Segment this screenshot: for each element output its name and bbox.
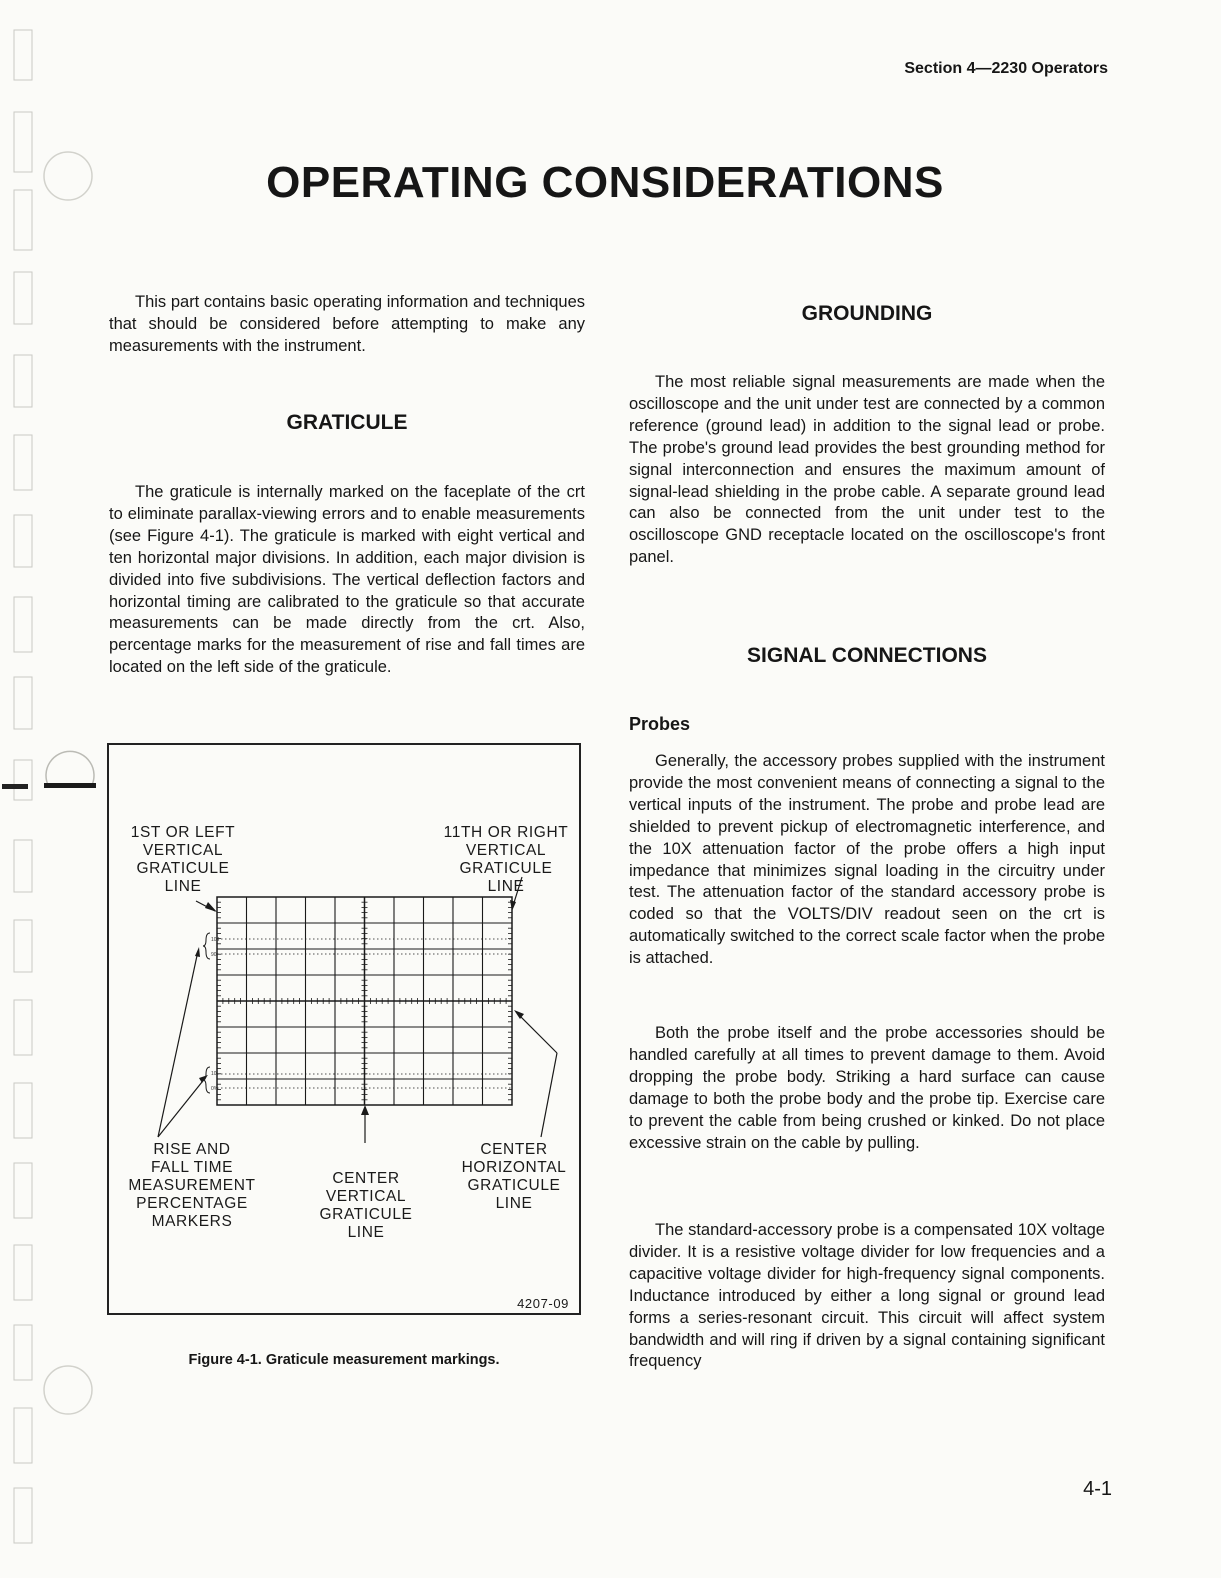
page-number: 4-1	[1083, 1478, 1112, 1500]
probes-paragraph-2: Both the probe itself and the probe accessories should be handled carefully at all times to prevent damage to them. Avoid dropping the probe body. Striking a hard surface can cause damage to both the probe body and the probe tip. Exercise care to prevent the cable from being crushed or kinked. Do not place excessive strain on the cable by pulling.	[629, 1024, 1105, 1152]
svg-text:LINE: LINE	[495, 1195, 533, 1212]
svg-text:GRATICULE: GRATICULE	[136, 860, 230, 877]
svg-text:VERTICAL: VERTICAL	[142, 842, 224, 859]
graticule-paragraph-container	[109, 482, 585, 679]
graticule-grid	[217, 897, 512, 1105]
marker-0: 0%	[211, 1086, 219, 1092]
svg-text:HORIZONTAL: HORIZONTAL	[461, 1159, 567, 1176]
signal-connections-heading: SIGNAL CONNECTIONS	[747, 644, 987, 667]
svg-text:VERTICAL: VERTICAL	[465, 842, 547, 859]
grounding-paragraph: The most reliable signal measurements are made when the oscilloscope and the unit under test are connected by a common reference (ground lead) in addition to the signal lead or probe. The probe's ground lead provides the best grounding method for signal interconnection and ensures the maximum amount of signal-lead shielding in the probe cable. A separate ground lead can also be connected from the unit under test to the oscilloscope GND receptacle located on the oscilloscope's front panel.	[629, 373, 1105, 567]
svg-text:CENTER: CENTER	[332, 1170, 400, 1187]
probes-paragraph-1-container	[629, 751, 1105, 970]
figure-code: 4207-09	[517, 1296, 569, 1311]
svg-text:GRATICULE: GRATICULE	[467, 1177, 561, 1194]
marker-90: 90	[211, 952, 217, 958]
label-right-vertical-line	[444, 824, 569, 895]
svg-text:VERTICAL: VERTICAL	[325, 1188, 407, 1205]
marker-100: 100	[211, 937, 220, 943]
svg-text:CENTER: CENTER	[480, 1141, 548, 1158]
probes-paragraph-2-container	[629, 1023, 1105, 1154]
label-left-vertical-line	[131, 824, 236, 895]
figure-graticule	[107, 743, 581, 1315]
probes-paragraph-1: Generally, the accessory probes supplied with the instrument provide the most convenient means of connecting a signal to the vertical inputs of the instrument. The probe and probe lead are shielded to prevent pickup of electromagnetic interference, and the 10X attenuation factor of the probe offers a high input impedance that minimizes signal loading in the circuitry under test. The attenuation factor of the standard accessory probe is coded so that the VOLTS/DIV readout seen on the crt is automatically switched to the correct scale factor when the probe is attached.	[629, 752, 1105, 968]
svg-text:LINE: LINE	[347, 1224, 385, 1241]
section-header: Section 4—2230 Operators	[904, 60, 1108, 77]
label-rise-fall-markers	[128, 1141, 255, 1230]
svg-text:FALL TIME: FALL TIME	[150, 1159, 234, 1176]
label-center-vertical-line	[320, 1170, 413, 1241]
graticule-diagram	[109, 745, 579, 1313]
intro-paragraph: This part contains basic operating information and techniques that should be considered before attempting to make any measurements with the instrument.	[109, 293, 585, 355]
graticule-heading: GRATICULE	[286, 411, 408, 434]
svg-text:PERCENTAGE: PERCENTAGE	[136, 1195, 248, 1212]
marker-10: 10	[211, 1071, 217, 1077]
figure-caption: Figure 4-1. Graticule measurement markings.	[188, 1352, 500, 1368]
intro-paragraph-container	[109, 292, 585, 358]
punch-hole-middle	[40, 747, 100, 803]
grounding-heading: GROUNDING	[801, 302, 933, 325]
label-center-horizontal-line	[462, 1141, 567, 1212]
punch-hole-bottom	[40, 1362, 96, 1418]
svg-text:RISE AND: RISE AND	[153, 1141, 231, 1158]
probes-paragraph-3: The standard-accessory probe is a compensated 10X voltage divider. It is a resistive voltage divider for low frequencies and a capacitive voltage divider for high-frequency signal components. Inductance introduced by either a long signal or ground lead forms a series-resonant circuit. This circuit will affect system bandwidth and will ring if driven by a signal containing significant frequency	[629, 1221, 1105, 1371]
svg-text:LINE: LINE	[164, 878, 202, 895]
binder-margin	[0, 0, 44, 1578]
probes-subheading: Probes	[629, 714, 691, 734]
svg-text:LINE: LINE	[487, 878, 525, 895]
svg-text:GRATICULE: GRATICULE	[459, 860, 553, 877]
svg-text:GRATICULE: GRATICULE	[319, 1206, 413, 1223]
grounding-paragraph-container	[629, 372, 1105, 569]
svg-text:11TH OR RIGHT: 11TH OR RIGHT	[443, 824, 569, 841]
probes-paragraph-3-container	[629, 1220, 1105, 1373]
svg-text:MEASUREMENT: MEASUREMENT	[128, 1177, 256, 1194]
svg-text:MARKERS: MARKERS	[151, 1213, 233, 1230]
page-title: OPERATING CONSIDERATIONS	[266, 158, 944, 207]
graticule-paragraph: The graticule is internally marked on the faceplate of the crt to eliminate parallax-viewing errors and to enable measurements (see Figure 4-1). The graticule is marked with eight vertical and ten horizontal major divisions. In addition, each major division is divided into five subdivisions. The vertical deflection factors and horizontal timing are calibrated to the graticule so that accurate measurements can be made directly from the crt. Also, percentage marks for the measurement of rise and fall times are located on the left side of the graticule.	[109, 483, 585, 677]
leader-lines	[158, 877, 557, 1143]
svg-text:1ST OR LEFT: 1ST OR LEFT	[130, 824, 236, 841]
